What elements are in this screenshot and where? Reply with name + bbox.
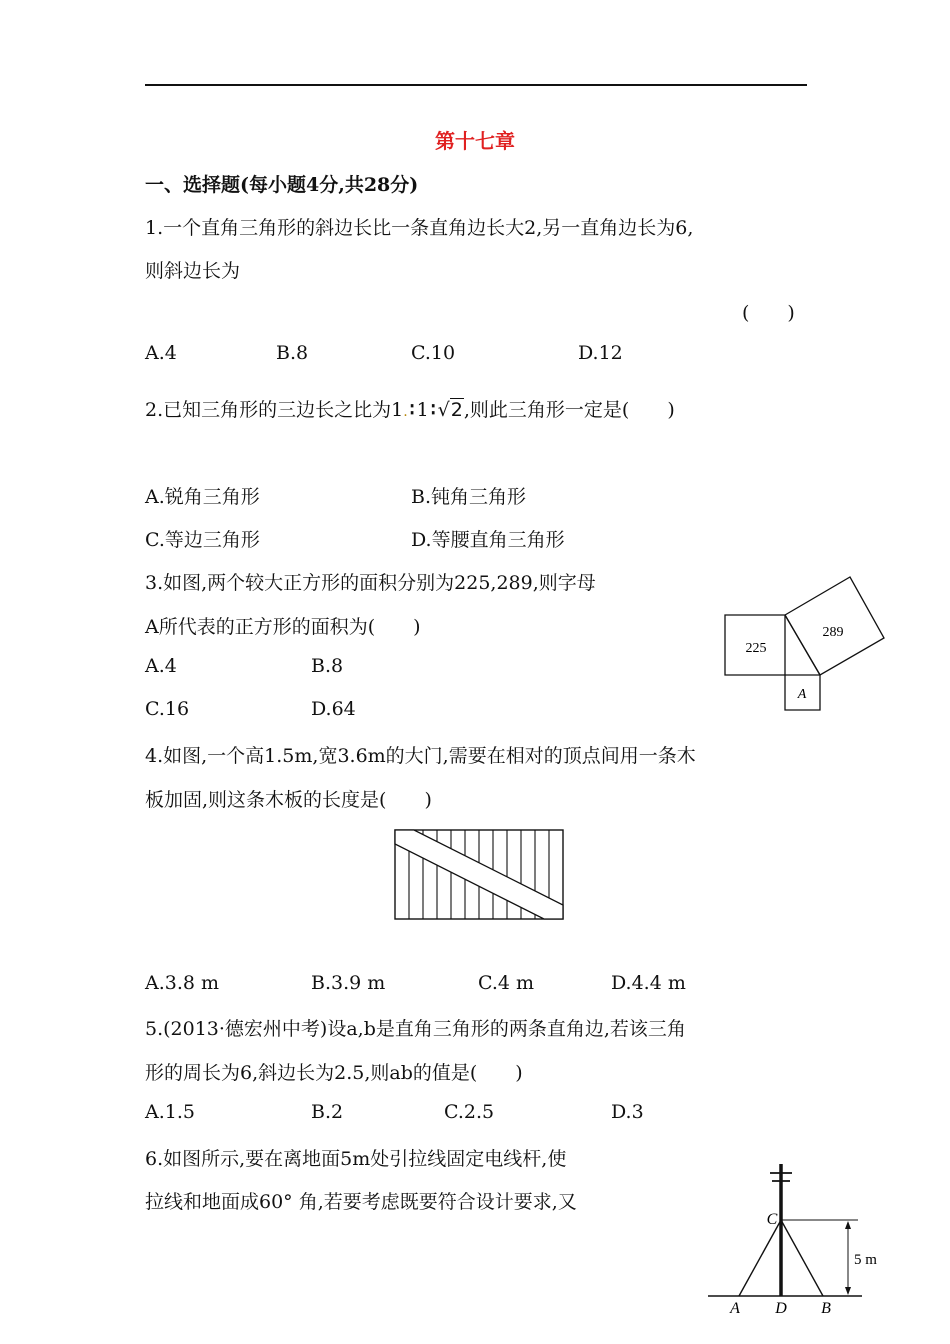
q2-suffix: ,则此三角形一定是( ) [463, 399, 675, 421]
q6-label-b: B [821, 1300, 831, 1317]
q2-ratio-separator: ∶ [409, 399, 415, 421]
q3-label-225: 225 [745, 641, 767, 656]
q6-label-c: C [766, 1211, 778, 1228]
q5-line2: 形的周长为6,斜边长为2.5,则ab的值是( ) [145, 1062, 523, 1084]
q2-sqrt-value: 2 [450, 399, 463, 421]
q2-prefix: 2.已知三角形的三边长之比为1 [145, 399, 404, 421]
q1-option-a: A.4 [145, 342, 177, 364]
q4-option-c: C.4 m [478, 972, 535, 994]
q2-option-a: A.锐角三角形 [145, 486, 260, 508]
q2-option-b: B.钝角三角形 [411, 486, 527, 508]
header-rule [145, 84, 807, 86]
q6-guy-wire-left [739, 1220, 781, 1296]
q6-arrowhead-up [845, 1221, 851, 1229]
q6-label-a: A [730, 1300, 740, 1317]
q2-stem: 2.已知三角形的三边长之比为1. ∶ 1 ∶ √2,则此三角形一定是( ) [145, 399, 675, 421]
q4-line2: 板加固,则这条木板的长度是( ) [145, 789, 432, 811]
q3-option-b: B.8 [311, 655, 344, 677]
q3-triangle-hypotenuse [785, 615, 820, 675]
q5-option-b: B.2 [311, 1101, 344, 1123]
q6-height-label: 5 m [854, 1252, 877, 1268]
q3-option-c: C.16 [145, 698, 190, 720]
q6-guy-wire-right [781, 1220, 823, 1296]
q4-option-d: D.4.4 m [611, 972, 686, 994]
q2-option-c: C.等边三角形 [145, 529, 260, 551]
q4-option-b: B.3.9 m [311, 972, 386, 994]
q2-ratio-separator: ∶ [430, 399, 436, 421]
q2-sqrt-sign: √ [437, 399, 450, 421]
q6-pole-figure [700, 1158, 900, 1344]
q3-option-a: A.4 [145, 655, 177, 677]
q3-line1: 3.如图,两个较大正方形的面积分别为225,289,则字母 [145, 572, 596, 594]
q3-option-d: D.64 [311, 698, 356, 720]
q5-option-a: A.1.5 [145, 1101, 195, 1123]
q2-option-d: D.等腰直角三角形 [411, 529, 565, 551]
q6-label-d: D [775, 1300, 787, 1317]
q3-label-a: A [797, 687, 807, 702]
q5-option-d: D.3 [611, 1101, 644, 1123]
q1-option-d: D.12 [578, 342, 623, 364]
q3-label-289: 289 [822, 625, 844, 640]
q4-option-a: A.3.8 m [145, 972, 220, 994]
q1-option-c: C.10 [411, 342, 456, 364]
q4-line1: 4.如图,一个高1.5m,宽3.6m的大门,需要在相对的顶点间用一条木 [145, 745, 696, 767]
section-heading: 一、选择题(每小题4分,共28分) [145, 174, 419, 196]
q5-option-c: C.2.5 [444, 1101, 495, 1123]
q6-line1: 6.如图所示,要在离地面5m处引拉线固定电线杆,使 [145, 1148, 567, 1170]
q4-door-figure [390, 825, 568, 923]
chapter-title: 第十七章 [435, 129, 515, 153]
q1-line2: 则斜边长为 [145, 260, 241, 282]
q1-option-b: B.8 [276, 342, 309, 364]
q3-line2: A所代表的正方形的面积为( ) [145, 616, 421, 638]
q5-line1: 5.(2013·德宏州中考)设a,b是直角三角形的两条直角边,若该三角 [145, 1018, 686, 1040]
q1-line1: 1.一个直角三角形的斜边长比一条直角边长大2,另一直角边长为6, [145, 217, 694, 239]
q1-answer-bracket: ( ) [742, 302, 795, 324]
q6-arrowhead-down [845, 1287, 851, 1295]
q6-line2: 拉线和地面成60° 角,若要考虑既要符合设计要求,又 [145, 1191, 577, 1213]
q2-ratio-middle: 1 [416, 399, 429, 421]
q3-squares-figure [720, 575, 890, 715]
